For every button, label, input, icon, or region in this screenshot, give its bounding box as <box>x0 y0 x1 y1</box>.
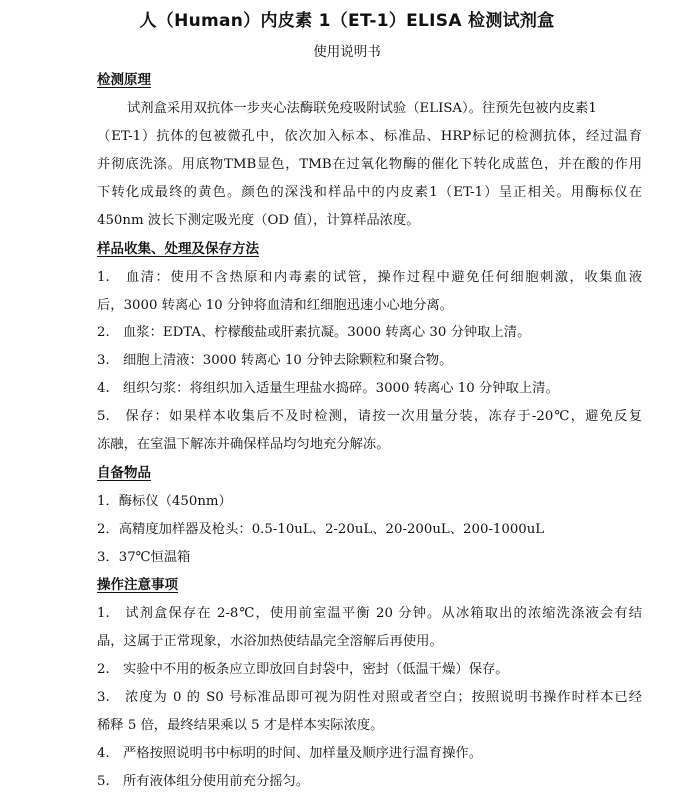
notes-line: 4. 严格按照说明书中标明的时间、加样量及顺序进行温育操作。 <box>97 746 482 761</box>
section-heading-materials: 自备物品 <box>97 465 151 481</box>
samples-line: 3. 细胞上清液：3000 转离心 10 分钟去除颗粒和聚合物。 <box>97 353 453 368</box>
notes-line: 5. 所有液体组分使用前充分摇匀。 <box>97 774 310 789</box>
notes-line: 稀释 5 倍，最终结果乘以 5 才是样本实际浓度。 <box>97 718 384 733</box>
samples-line: 5. 保存：如果样本收集后不及时检测，请按一次用量分装，冻存于-20℃，避免反复 <box>97 409 642 424</box>
notes-line: 2. 实验中不用的板条应立即放回自封袋中，密封（低温干燥）保存。 <box>97 662 509 677</box>
principle-line: 450nm 波长下测定吸光度（OD 值），计算样品浓度。 <box>97 213 420 228</box>
section-heading-notes: 操作注意事项 <box>97 577 178 593</box>
samples-line: 后，3000 转离心 10 分钟将血清和红细胞迅速小心地分离。 <box>97 298 453 313</box>
samples-line: 冻融，在室温下解冻并确保样品均匀地充分解冻。 <box>97 437 390 452</box>
section-heading-principle: 检测原理 <box>97 72 151 88</box>
document-subtitle: 使用说明书 <box>313 44 381 60</box>
samples-line: 1. 血清：使用不含热原和内毒素的试管，操作过程中避免任何细胞刺激，收集血液 <box>97 270 642 285</box>
samples-line: 2. 血浆：EDTA、柠檬酸盐或肝素抗凝。3000 转离心 30 分钟取上清。 <box>97 325 531 340</box>
principle-line: 试剂盒采用双抗体一步夹心法酶联免疫吸附试验（ELISA）。往预先包被内皮素1 <box>127 101 597 116</box>
section-heading-samples: 样品收集、处理及保存方法 <box>97 241 259 257</box>
notes-line: 晶，这属于正常现象，水浴加热使结晶完全溶解后再使用。 <box>97 634 443 649</box>
notes-line: 3. 浓度为 0 的 S0 号标准品即可视为阴性对照或者空白；按照说明书操作时样本已经 <box>97 690 642 705</box>
principle-line: 下转化成最终的黄色。颜色的深浅和样品中的内皮素1（ET-1）呈正相关。用酶标仪在 <box>97 185 642 200</box>
notes-line: 1. 试剂盒保存在 2-8℃，使用前室温平衡 20 分钟。从冰箱取出的浓缩洗涤液会有结 <box>97 606 642 621</box>
samples-line: 4. 组织匀浆：将组织加入适量生理盐水捣碎。3000 转离心 10 分钟取上清。 <box>97 381 559 396</box>
materials-line: 3．37℃恒温箱 <box>97 550 191 565</box>
principle-line: 并彻底洗涤。用底物TMB显色，TMB在过氧化物酶的催化下转化成蓝色，并在酸的作用 <box>97 157 642 172</box>
materials-line: 2．高精度加样器及枪头：0.5-10uL、2-20uL、20-200uL、200-1000uL <box>97 522 545 537</box>
document-title: 人（Human）内皮素 1（ET-1）ELISA 检测试剂盒 <box>139 11 555 31</box>
principle-line: （ET-1）抗体的包被微孔中，依次加入标本、标准品、HRP标记的检测抗体，经过温育 <box>97 129 642 144</box>
materials-line: 1．酶标仪（450nm） <box>97 494 232 509</box>
